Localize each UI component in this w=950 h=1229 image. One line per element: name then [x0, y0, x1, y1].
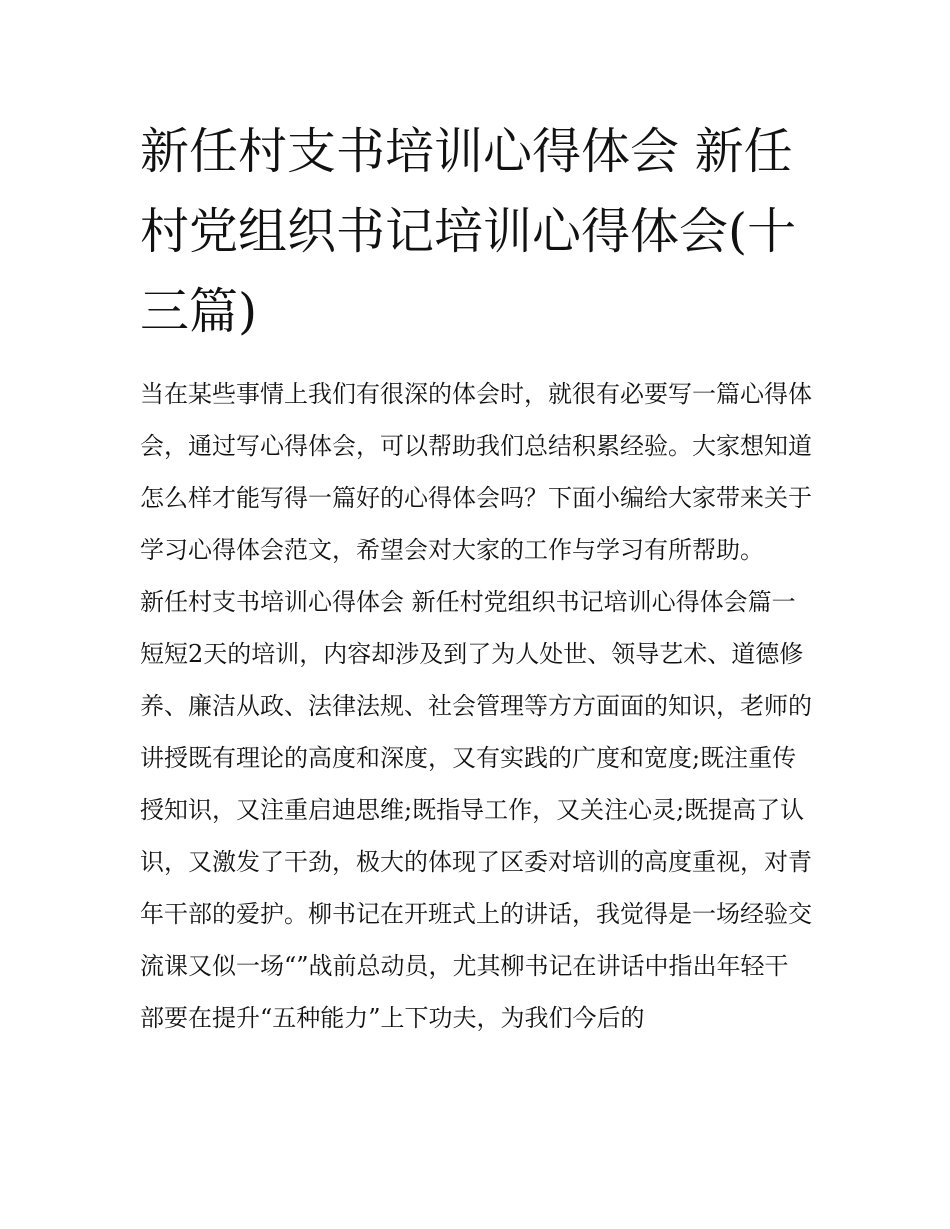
section-heading: 新任村支书培训心得体会 新任村党组织书记培训心得体会篇一: [140, 588, 796, 616]
body-paragraph: 短短2天的培训，内容却涉及到了为人处世、领导艺术、道德修养、廉洁从政、法律法规、社会管理等方方面面的知识，老师的讲授既有理论的高度和深度，又有实践的广度和宽度;既注重传授知识，又注重启迪思维;既指导工作，又关注心灵;既提高了认识，又激发了干劲，极大的体现了区委对培训的高度重视，对青年干部的爱护。柳书记在开班式上的讲话，我觉得是一场经验交流课又似一场“”战前总动员，尤其柳书记在讲话中指出年轻干部要在提升“五种能力”上下功夫，为我们今后的: [140, 640, 812, 1032]
document-title: 新任村支书培训心得体会 新任村党组织书记培训心得体会(十三篇): [140, 123, 797, 340]
document-page: [140, 112, 812, 1044]
intro-paragraph: 当在某些事情上我们有很深的体会时，就很有必要写一篇心得体会，通过写心得体会，可以帮助我们总结积累经验。大家想知道怎么样才能写得一篇好的心得体会吗？下面小编给大家带来关于学习心得体会范文，希望会对大家的工作与学习有所帮助。: [140, 380, 812, 564]
